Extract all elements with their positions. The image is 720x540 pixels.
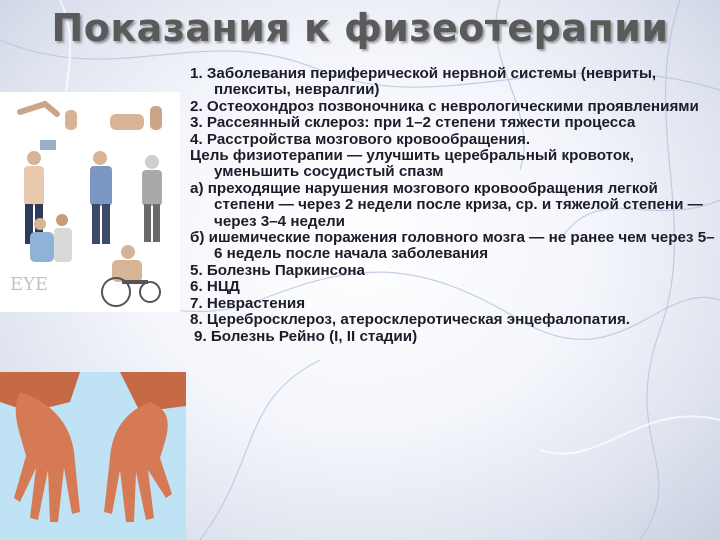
indication-item: а) преходящие нарушения мозгового кровообращения легкой степени — через 2 недели после криза, ср. и тяжелой степени — через 3–4 недели: [190, 179, 703, 230]
indication-item: 3. Рассеянный склероз: при 1–2 степени тяжести процесса: [190, 114, 636, 132]
indication-item: 1. Заболевания периферической нервной системы (невриты, плекситы, невралгии): [190, 65, 657, 99]
svg-text:EYE: EYE: [10, 274, 49, 295]
indication-item: 7. Неврастения: [190, 294, 306, 312]
indication-item: Цель физиотерапии — улучшить церебральный кровоток, уменьшить сосудистый спазм: [190, 147, 634, 181]
indication-item: 8. Церебросклероз, атеросклеротическая энцефалопатия.: [190, 311, 631, 329]
indication-item: 5. Болезнь Паркинсона: [190, 261, 365, 279]
indication-item: 2. Остеохондроз позвоночника с неврологическими проявлениями: [190, 97, 699, 115]
indications-list: [190, 66, 716, 345]
indication-item: б) ишемические поражения головного мозга — не ранее чем через 5–6 недель после начала заболевания: [190, 229, 715, 263]
slide-title: Показания к физеотерапии: [51, 6, 669, 50]
indication-item: 6. НЦД: [190, 278, 240, 296]
indication-item: 9. Болезнь Рейно (I, II стадии): [194, 327, 418, 345]
indication-item: 4. Расстройства мозгового кровообращения.: [190, 130, 531, 148]
neurological-patients-illustration: [0, 92, 180, 312]
hands-photo: [0, 372, 186, 540]
